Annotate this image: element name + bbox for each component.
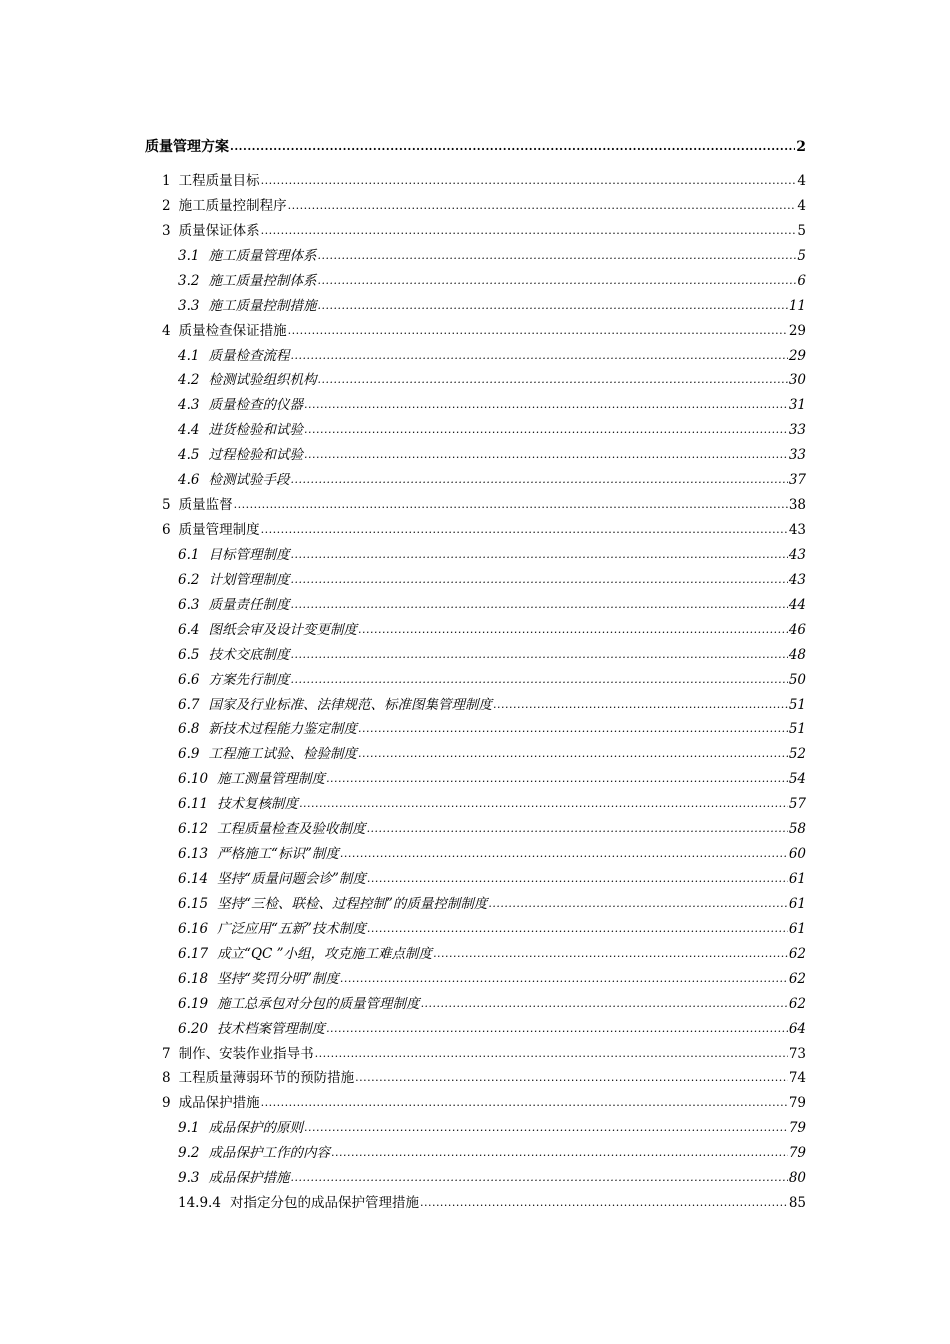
toc-entry-title: 成品保护的原则	[208, 1120, 303, 1137]
toc-entry-title: 施工质量控制体系	[208, 272, 317, 289]
toc-page-number: 30	[788, 372, 806, 389]
toc-page-number: 52	[788, 746, 806, 763]
toc-dot-leader	[299, 797, 788, 811]
toc-entry-title: 进货检验和试验	[208, 422, 303, 439]
toc-entry-title: 质量责任制度	[208, 596, 290, 613]
toc-entry-number: 6.18	[178, 970, 209, 987]
toc-dot-leader	[433, 947, 788, 961]
toc-entry[interactable]	[178, 768, 806, 788]
toc-entry[interactable]	[162, 1043, 806, 1063]
toc-entry-number: 7	[162, 1045, 171, 1062]
toc-dot-leader	[340, 972, 788, 986]
toc-page-number: 51	[788, 696, 806, 713]
toc-entry-title: 质量检查的仪器	[208, 397, 303, 414]
toc-entry[interactable]	[178, 369, 806, 389]
toc-dot-leader	[367, 872, 788, 886]
toc-dot-leader	[317, 299, 787, 313]
toc-page-number: 85	[788, 1195, 806, 1212]
toc-page-number: 50	[788, 671, 806, 688]
toc-dot-leader	[317, 274, 796, 288]
toc-dot-leader	[261, 174, 797, 188]
toc-page-number: 43	[788, 546, 806, 563]
toc-dot-leader	[358, 623, 788, 637]
toc-entry-title: 工程质量检查及验收制度	[217, 821, 366, 838]
toc-entry[interactable]	[178, 843, 806, 863]
toc-entry-title: 国家及行业标准、法律规范、标准图集管理制度	[208, 696, 492, 713]
toc-entry-title: 工程施工试验、检验制度	[208, 746, 357, 763]
toc-page-number: 61	[788, 920, 806, 937]
toc-entry-number: 6.7	[178, 696, 200, 713]
toc-entry-title: 质量保证体系	[178, 222, 260, 239]
toc-dot-leader	[355, 1071, 788, 1085]
toc-page-number: 54	[788, 771, 806, 788]
toc-page-number: 64	[788, 1020, 806, 1037]
toc-dot-leader	[261, 224, 797, 238]
toc-page-number: 62	[788, 970, 806, 987]
toc-page-number: 5	[797, 247, 806, 264]
toc-entry-title: 坚持“质量问题会诊”制度	[217, 871, 366, 888]
toc-entry[interactable]	[178, 394, 806, 414]
toc-entry-title: 技术档案管理制度	[217, 1020, 326, 1037]
toc-entry-title: 施工质量控制程序	[178, 197, 287, 214]
toc-entry-title: 计划管理制度	[208, 571, 290, 588]
toc-entry-number: 4.4	[178, 422, 200, 439]
toc-entry-title: 坚持“三检、联检、过程控制”的质量控制制度	[217, 895, 488, 912]
toc-entry[interactable]	[178, 993, 806, 1013]
toc-page-number: 4	[797, 197, 806, 214]
toc-dot-leader	[290, 1171, 787, 1185]
toc-entry[interactable]	[178, 469, 806, 489]
toc-entry-title: 技术交底制度	[208, 646, 290, 663]
toc-page-number: 46	[788, 621, 806, 638]
toc-entry-title: 施工质量管理体系	[208, 247, 317, 264]
toc-page-number: 33	[788, 447, 806, 464]
toc-entry-number: 9.2	[178, 1145, 200, 1162]
toc-entry-title: 广泛应用“五新”技术制度	[217, 920, 366, 937]
toc-entry[interactable]	[178, 569, 806, 589]
toc-entry-number: 6.13	[178, 846, 209, 863]
toc-dot-leader	[493, 698, 788, 712]
toc-entry-title: 检测试验手段	[208, 472, 290, 489]
toc-entry[interactable]	[162, 220, 806, 240]
toc-entry-number: 6.10	[178, 771, 209, 788]
toc-entry[interactable]	[178, 743, 806, 763]
toc-entry-title: 坚持“奖罚分明”制度	[217, 970, 339, 987]
toc-entry-number: 9.3	[178, 1170, 200, 1187]
toc-page-number: 11	[788, 297, 806, 314]
toc-entry[interactable]	[178, 619, 806, 639]
toc-entry-number: 6.15	[178, 895, 209, 912]
toc-dot-leader	[290, 548, 787, 562]
toc-entry[interactable]	[178, 444, 806, 464]
toc-entry-number: 1	[162, 173, 171, 189]
toc-dot-leader	[317, 249, 796, 263]
toc-entry[interactable]	[178, 245, 806, 265]
toc-page-number: 2	[796, 139, 806, 155]
toc-entry[interactable]	[178, 544, 806, 564]
toc-entry-title: 施工总承包对分包的质量管理制度	[217, 995, 420, 1012]
toc-entry[interactable]	[178, 1167, 806, 1187]
toc-entry-title: 方案先行制度	[208, 671, 290, 688]
toc-dot-leader	[261, 523, 788, 537]
toc-dot-leader	[358, 747, 788, 761]
toc-page-number: 60	[788, 846, 806, 863]
toc-entry[interactable]	[178, 918, 806, 938]
toc-entry-title: 质量检查流程	[208, 347, 290, 364]
toc-entry-number: 2	[162, 197, 171, 214]
toc-entry-number: 6.12	[178, 821, 209, 838]
toc-entry[interactable]	[178, 669, 806, 689]
toc-page-number: 4	[797, 173, 806, 189]
toc-entry-title: 成品保护措施	[178, 1095, 260, 1112]
toc-entry-number: 6.19	[178, 995, 209, 1012]
toc-entry-number: 6.17	[178, 945, 209, 962]
toc-page-number: 43	[788, 522, 806, 539]
toc-entry[interactable]	[162, 170, 806, 190]
toc-page-number: 62	[788, 945, 806, 962]
toc-entry[interactable]	[178, 893, 806, 913]
toc-entry-number: 4.5	[178, 447, 200, 464]
toc-entry-title: 质量管理制度	[178, 522, 260, 539]
toc-heading-entry[interactable]	[145, 136, 806, 156]
toc-page-number: 38	[788, 497, 806, 514]
toc-page-number: 31	[788, 397, 806, 414]
toc-entry-title: 严格施工“标识”制度	[217, 846, 339, 863]
toc-dot-leader	[290, 349, 787, 363]
toc-dot-leader	[290, 473, 787, 487]
toc-entry[interactable]	[178, 694, 806, 714]
toc-entry-number: 4.3	[178, 397, 200, 414]
toc-page-number: 43	[788, 571, 806, 588]
toc-entry[interactable]	[178, 818, 806, 838]
toc-entry-number: 6.3	[178, 596, 200, 613]
toc-entry[interactable]	[162, 320, 806, 340]
toc-page-number: 44	[788, 596, 806, 613]
toc-dot-leader	[288, 199, 797, 213]
toc-dot-leader	[304, 1121, 788, 1135]
toc-entry-title: 施工测量管理制度	[217, 771, 326, 788]
toc-entry-number: 4	[162, 322, 171, 339]
toc-entry-number: 6.16	[178, 920, 209, 937]
toc-page-number: 74	[788, 1070, 806, 1087]
toc-dot-leader	[288, 324, 788, 338]
toc-page-number: 29	[788, 322, 806, 339]
toc-entry-number: 6.4	[178, 621, 200, 638]
toc-entry-title: 成立“QC ”小组，攻克施工难点制度	[217, 945, 433, 962]
toc-page-number: 61	[788, 871, 806, 888]
toc-entry[interactable]	[162, 1092, 806, 1112]
toc-entry-title: 工程质量薄弱环节的预防措施	[178, 1070, 355, 1087]
toc-dot-leader	[290, 598, 787, 612]
toc-dot-leader	[488, 897, 787, 911]
toc-entry-number: 6.20	[178, 1020, 209, 1037]
toc-page-number: 48	[788, 646, 806, 663]
toc-entry-title: 质量监督	[178, 497, 233, 514]
toc-dot-leader	[340, 847, 788, 861]
toc-dot-leader	[304, 448, 788, 462]
toc-entry-title: 新技术过程能力鉴定制度	[208, 721, 357, 738]
toc-entry-number: 3.1	[178, 247, 200, 264]
toc-entry[interactable]	[178, 419, 806, 439]
toc-page-number: 79	[788, 1120, 806, 1137]
toc-entry-number: 3.2	[178, 272, 200, 289]
toc-entry-title: 检测试验组织机构	[208, 372, 317, 389]
toc-entry-title: 过程检验和试验	[208, 447, 303, 464]
toc-entry-title: 质量检查保证措施	[178, 322, 287, 339]
toc-entry-number: 3	[162, 222, 171, 239]
toc-entry[interactable]	[178, 594, 806, 614]
toc-dot-leader	[421, 997, 788, 1011]
toc-entry-title: 制作、安装作业指导书	[178, 1045, 314, 1062]
toc-entry[interactable]	[178, 1018, 806, 1038]
toc-entry-title: 图纸会审及设计变更制度	[208, 621, 357, 638]
toc-dot-leader	[331, 1146, 788, 1160]
toc-dot-leader	[358, 722, 788, 736]
toc-dot-leader	[234, 498, 788, 512]
toc-entry-number: 4.1	[178, 347, 200, 364]
toc-dot-leader	[326, 772, 788, 786]
toc-entry[interactable]	[178, 1192, 806, 1212]
toc-entry-title: 质量管理方案	[145, 139, 229, 155]
toc-dot-leader	[326, 1022, 788, 1036]
toc-entry[interactable]	[178, 868, 806, 888]
toc-page-number: 51	[788, 721, 806, 738]
toc-entry-title: 对指定分包的成品保护管理措施	[229, 1195, 419, 1212]
toc-entry-title: 工程质量目标	[178, 173, 260, 189]
toc-entry-number: 6.14	[178, 871, 209, 888]
toc-entry-number: 6.6	[178, 671, 200, 688]
toc-entry-number: 3.3	[178, 297, 200, 314]
toc-entry-number: 14.9.4	[178, 1195, 221, 1212]
toc-entry[interactable]	[178, 1142, 806, 1162]
toc-entry-number: 4.2	[178, 372, 200, 389]
toc-page-number: 6	[797, 272, 806, 289]
toc-page-number: 79	[788, 1145, 806, 1162]
toc-entry[interactable]	[178, 718, 806, 738]
toc-entry-number: 6.1	[178, 546, 200, 563]
toc-entry-number: 6	[162, 522, 171, 539]
toc-dot-leader	[367, 922, 788, 936]
toc-entry-title: 成品保护措施	[208, 1170, 290, 1187]
toc-page-number: 37	[788, 472, 806, 489]
toc-entry-number: 9	[162, 1095, 171, 1112]
toc-page-number: 33	[788, 422, 806, 439]
toc-entry[interactable]	[178, 943, 806, 963]
toc-entry-number: 6.8	[178, 721, 200, 738]
toc-entry[interactable]	[178, 345, 806, 365]
toc-entry-title: 目标管理制度	[208, 546, 290, 563]
toc-dot-leader	[315, 1047, 788, 1061]
toc-entry[interactable]	[162, 494, 806, 514]
toc-entry-number: 5	[162, 497, 171, 514]
toc-page-number: 58	[788, 821, 806, 838]
toc-entry-title: 技术复核制度	[217, 796, 299, 813]
toc-entry-number: 6.5	[178, 646, 200, 663]
toc-entry[interactable]	[178, 270, 806, 290]
toc-entry[interactable]	[178, 968, 806, 988]
toc-page-number: 62	[788, 995, 806, 1012]
toc-dot-leader	[290, 573, 787, 587]
toc-dot-leader	[317, 373, 787, 387]
toc-dot-leader	[261, 1096, 788, 1110]
toc-entry[interactable]	[162, 195, 806, 215]
toc-entry-title: 成品保护工作的内容	[208, 1145, 330, 1162]
toc-dot-leader	[367, 822, 788, 836]
toc-entry[interactable]	[162, 519, 806, 539]
toc-entry-number: 6.11	[178, 796, 209, 813]
toc-dot-leader	[420, 1196, 788, 1210]
toc-entry-number: 6.2	[178, 571, 200, 588]
toc-dot-leader	[304, 398, 788, 412]
toc-page-number: 73	[788, 1045, 806, 1062]
toc-page-number: 79	[788, 1095, 806, 1112]
toc-entry-number: 6.9	[178, 746, 200, 763]
toc-entry-title: 施工质量控制措施	[208, 297, 317, 314]
toc-dot-leader	[290, 648, 787, 662]
toc-entry-number: 4.6	[178, 472, 200, 489]
toc-entry-number: 8	[162, 1070, 171, 1087]
toc-entry-number: 9.1	[178, 1120, 200, 1137]
toc-entry[interactable]	[178, 295, 806, 315]
toc-page-number: 29	[788, 347, 806, 364]
toc-entry[interactable]	[162, 1067, 806, 1087]
toc-dot-leader	[230, 140, 795, 154]
toc-entry[interactable]	[178, 1117, 806, 1137]
toc-page-number: 57	[788, 796, 806, 813]
toc-entry[interactable]	[178, 793, 806, 813]
toc-dot-leader	[290, 673, 787, 687]
toc-entry[interactable]	[178, 644, 806, 664]
toc-dot-leader	[304, 423, 788, 437]
toc-page-number: 5	[797, 222, 806, 239]
toc-page-number: 61	[788, 895, 806, 912]
toc-page-number: 80	[788, 1170, 806, 1187]
